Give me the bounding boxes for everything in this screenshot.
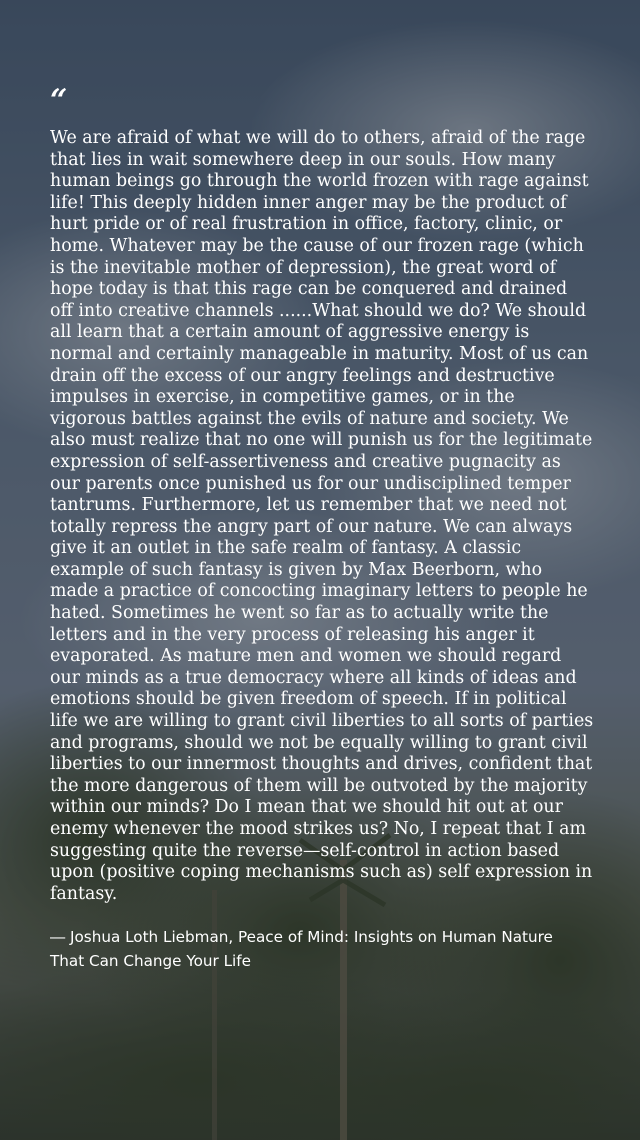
quote-card — [50, 83, 595, 973]
quote-attribution: ― Joshua Loth Liebman, Peace of Mind: Insights on Human Nature That Can Change Your Life — [50, 928, 553, 971]
quote-mark-icon: “ — [50, 83, 66, 118]
quote-text: We are afraid of what we will do to others, afraid of the rage that lies in wait somewhere deep in our souls. How many human beings go through the world frozen with rage against life! This deeply hidden inner anger may be the product of hurt pride or of real frustration in office, factory, clinic, or home. Whatever may be the cause of our frozen rage (which is the inevitable mother of depression), the great word of hope today is that this rage can be conquered and drained off into creative channels ......What should we do? We should all learn that a certain amount of aggressive energy is normal and certainly manageable in maturity. Most of us can drain off the excess of our angry feelings and destructive impulses in exercise, in competitive games, or in the vigorous battles against the evils of nature and society. We also must realize that no one will punish us for the legitimate expression of self-assertiveness and creative pugnacity as our parents once punished us for our undisciplined temper tantrums. Furthermore, let us remember that we need not totally repress the angry part of our nature. We can always give it an outlet in the safe realm of fantasy. A classic example of such fantasy is given by Max Beerborn, who made a practice of concocting imaginary letters to people he hated. Sometimes he went so far as to actually write the letters and in the very process of releasing his anger it evaporated. As mature men and women we should regard our minds as a true democracy where all kinds of ideas and emotions should be given freedom of speech. If in political life we are willing to grant civil liberties to all sorts of parties and programs, should we not be equally willing to grant civil liberties to our innermost thoughts and drives, confident that the more dangerous of them will be outvoted by the majority within our minds? Do I mean that we should hit out at our enemy whenever the mood strikes us? No, I repeat that I am suggesting quite the reverse—self-control in action based upon (positive coping mechanisms such as) self expression in fantasy. — [50, 128, 594, 904]
